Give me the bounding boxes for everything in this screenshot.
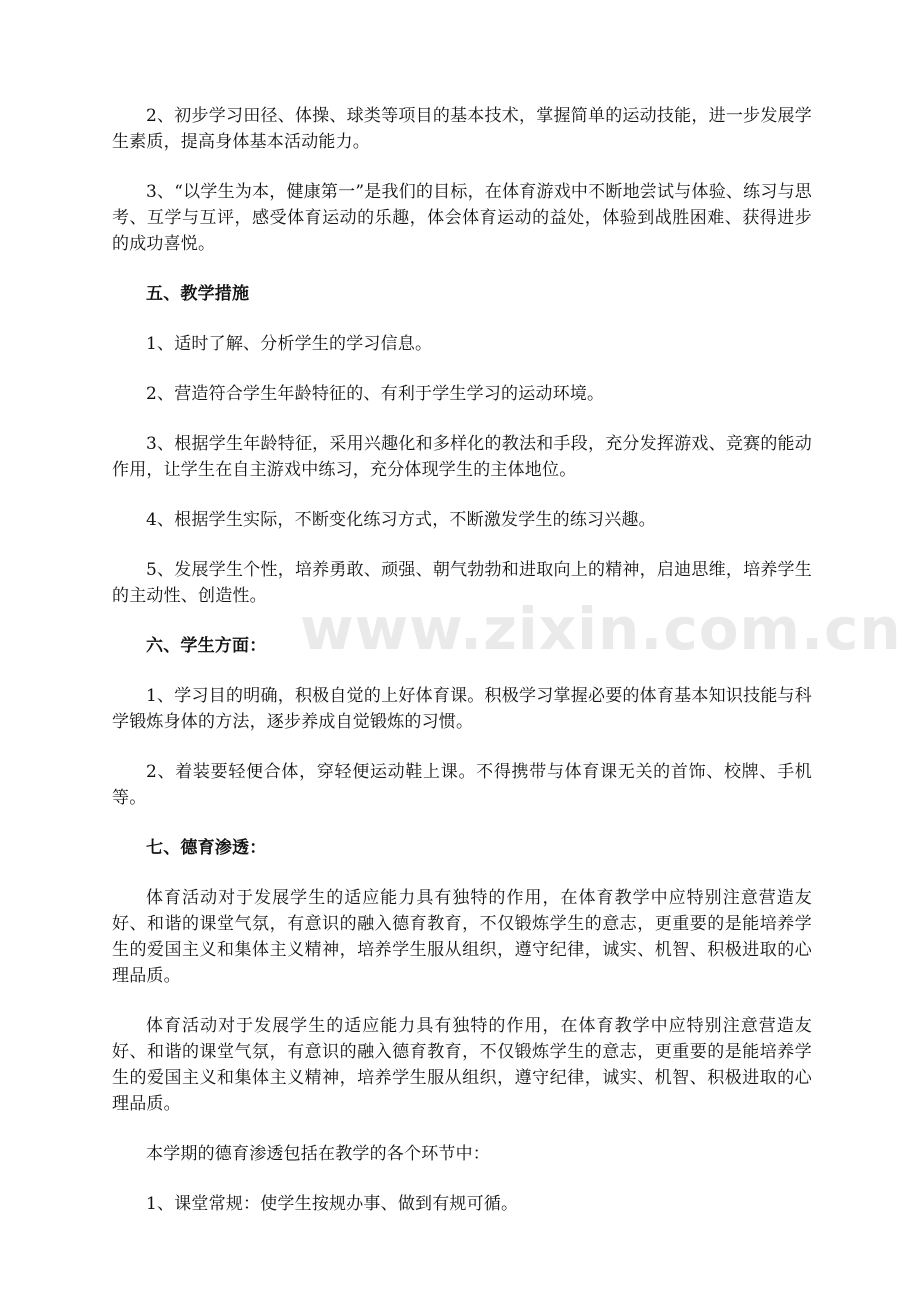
section-heading-teaching-measures: 五、教学措施 (146, 284, 250, 304)
watermark: www.zixin.com.cn (300, 595, 902, 663)
paragraph-moral-1: 体育活动对于发展学生的适应能力具有独特的作用，在体育教学中应特别注意营造友好、和谐的课堂气氛，有意识的融入德育教育，不仅锻炼学生的意志，更重要的是能培养学生的爱国主义和集体主义精神，培养学生服从组织，遵守纪律，诚实、机智、积极进取的心理品质。 (112, 888, 812, 986)
paragraph-measure-3: 3、根据学生年龄特征，采用兴趣化和多样化的教法和手段，充分发挥游戏、竞赛的能动作用，让学生在自主游戏中练习，充分体现学生的主体地位。 (112, 434, 812, 480)
paragraph-gap (112, 407, 812, 431)
paragraph-gap (112, 861, 812, 885)
paragraph-student-1: 1、学习目的明确，积极自觉的上好体育课。积极学习掌握必要的体育基本知识技能与科学锻炼身体的方法，逐步养成自觉锻炼的习惯。 (112, 686, 812, 732)
paragraph-measure-4: 4、根据学生实际，不断变化练习方式，不断激发学生的练习兴趣。 (146, 510, 656, 530)
paragraph-gap (112, 735, 812, 759)
paragraph-gap (112, 811, 812, 835)
paragraph-moral-item-1: 1、课堂常规：使学生按规办事、做到有规可循。 (146, 1194, 519, 1214)
paragraph-gap (112, 609, 812, 633)
document-body (112, 103, 812, 1217)
paragraph-goal-2: 2、初步学习田径、体操、球类等项目的基本技术，掌握简单的运动技能，进一步发展学生素质，提高身体基本活动能力。 (112, 106, 812, 152)
paragraph-gap (112, 659, 812, 683)
paragraph-gap (112, 307, 812, 331)
paragraph-measure-5: 5、发展学生个性，培养勇敢、顽强、朝气勃勃和进取向上的精神，启迪思维，培养学生的主动性、创造性。 (112, 560, 812, 606)
paragraph-gap (112, 1117, 812, 1141)
paragraph-gap (112, 533, 812, 557)
paragraph-goal-3: 3、“以学生为本，健康第一”是我们的目标，在体育游戏中不断地尝试与体验、练习与思考、互学与互评，感受体育运动的乐趣，体会体育运动的益处，体验到战胜困难、获得进步的成功喜悦。 (112, 182, 812, 254)
paragraph-measure-2: 2、营造符合学生年龄特征的、有利于学生学习的运动环境。 (146, 384, 605, 404)
section-heading-students: 六、学生方面： (146, 636, 267, 656)
paragraph-gap (112, 483, 812, 507)
paragraph-gap (112, 1167, 812, 1191)
paragraph-measure-1: 1、适时了解、分析学生的学习信息。 (146, 334, 433, 354)
paragraph-moral-intro: 本学期的德育渗透包括在教学的各个环节中： (146, 1144, 490, 1164)
paragraph-gap (112, 155, 812, 179)
paragraph-moral-2: 体育活动对于发展学生的适应能力具有独特的作用，在体育教学中应特别注意营造友好、和谐的课堂气氛，有意识的融入德育教育，不仅锻炼学生的意志，更重要的是能培养学生的爱国主义和集体主义精神，培养学生服从组织，遵守纪律，诚实、机智、积极进取的心理品质。 (112, 1016, 812, 1114)
paragraph-student-2: 2、着装要轻便合体，穿轻便运动鞋上课。不得携带与体育课无关的首饰、校牌、手机等。 (112, 762, 812, 808)
section-heading-moral-education: 七、德育渗透： (146, 838, 267, 858)
paragraph-gap (112, 989, 812, 1013)
paragraph-gap (112, 357, 812, 381)
paragraph-gap (112, 257, 812, 281)
